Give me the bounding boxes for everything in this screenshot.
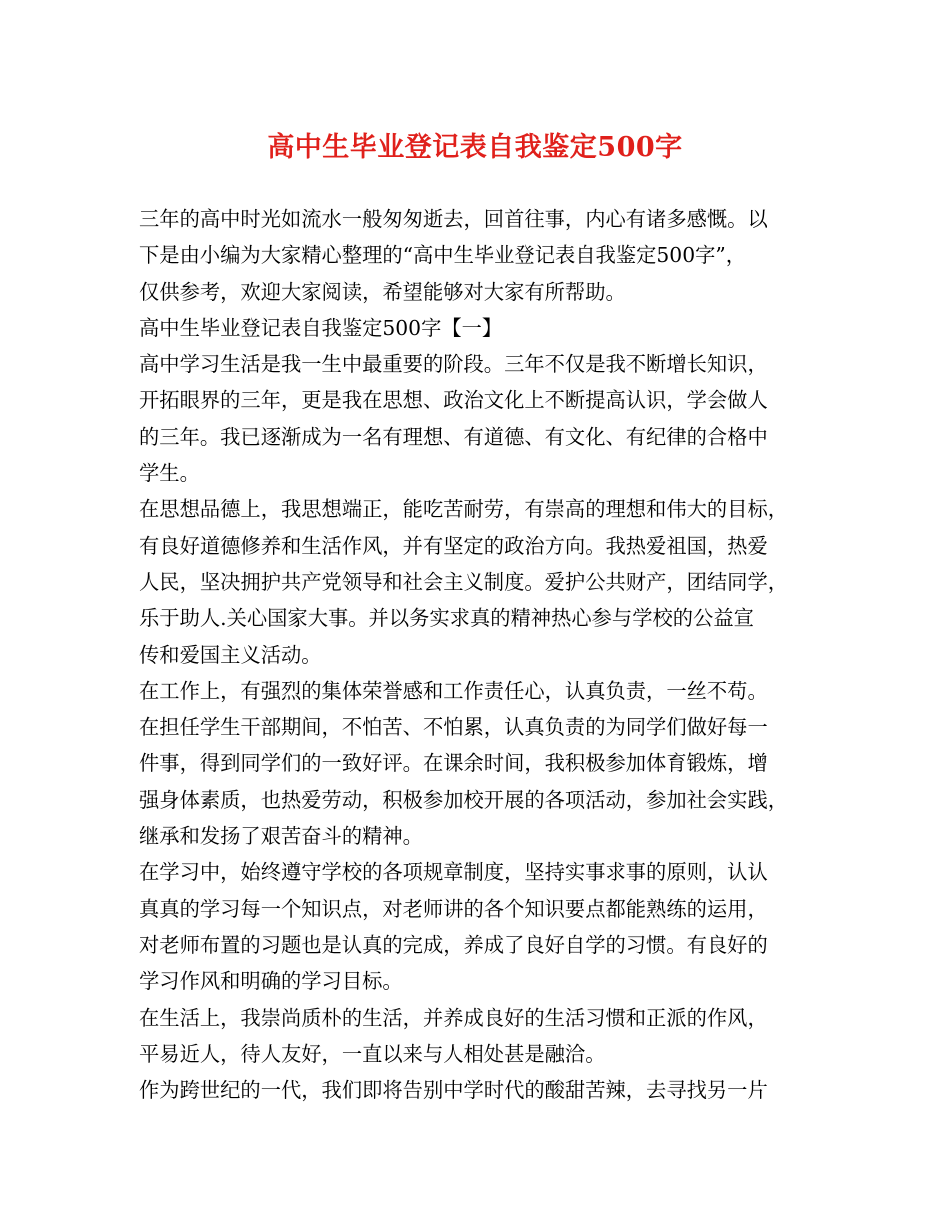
body-line: 学习作风和明确的学习目标。 [139,969,403,994]
body-line: 下是由小编为大家精心整理的“高中生毕业登记表自我鉴定500字”， [139,243,747,268]
body-line: 在思想品德上，我思想端正，能吃苦耐劳，有崇高的理想和伟大的目标， [139,497,789,522]
body-line: 学生。 [139,461,200,486]
body-line: 在工作上，有强烈的集体荣誉感和工作责任心，认真负责，一丝不苟。 [139,678,768,703]
body-line: 作为跨世纪的一代，我们即将告别中学时代的酸甜苦辣，去寻找另一片 [139,1078,768,1103]
body-line: 有良好道德修养和生活作风，并有坚定的政治方向。我热爱祖国，热爱 [139,533,768,558]
body-line: 平易近人，待人友好，一直以来与人相处甚是融洽。 [139,1041,606,1066]
document-title: 高中生毕业登记表自我鉴定500字 [267,132,683,163]
body-line: 开拓眼界的三年，更是我在思想、政治文化上不断提高认识，学会做人 [139,388,768,413]
body-line: 三年的高中时光如流水一般匆匆逝去，回首往事，内心有诸多感慨。以 [139,207,768,231]
body-line: 人民，坚决拥护共产党领导和社会主义制度。爱护公共财产，团结同学， [139,569,789,594]
body-line: 强身体素质，也热爱劳动，积极参加校开展的各项活动，参加社会实践， [139,787,789,812]
body-line: 传和爱国主义活动。 [139,642,322,667]
body-line: 在学习中，始终遵守学校的各项规章制度，坚持实事求事的原则，认认 [139,860,768,885]
body-line: 的三年。我已逐渐成为一名有理想、有道德、有文化、有纪律的合格中 [139,424,768,449]
body-line: 对老师布置的习题也是认真的完成，养成了良好自学的习惯。有良好的 [139,932,768,957]
body-line: 真真的学习每一个知识点，对老师讲的各个知识要点都能熟练的运用， [139,896,768,921]
document-body [139,201,829,1108]
body-line: 高中学习生活是我一生中最重要的阶段。三年不仅是我不断增长知识， [139,352,768,377]
body-line: 仅供参考，欢迎大家阅读，希望能够对大家有所帮助。 [139,279,626,304]
body-line: 件事，得到同学们的一致好评。在课余时间，我积极参加体育锻炼，增 [139,751,768,776]
body-line: 乐于助人.关心国家大事。并以务实求真的精神热心参与学校的公益宣 [139,606,754,631]
body-line: 在担任学生干部期间，不怕苦、不怕累，认真负责的为同学们做好每一 [139,715,768,740]
body-line: 继承和发扬了艰苦奋斗的精神。 [139,824,423,849]
section-heading: 高中生毕业登记表自我鉴定500字【一】 [139,315,503,340]
body-line: 在生活上，我崇尚质朴的生活，并养成良好的生活习惯和正派的作风， [139,1005,768,1030]
